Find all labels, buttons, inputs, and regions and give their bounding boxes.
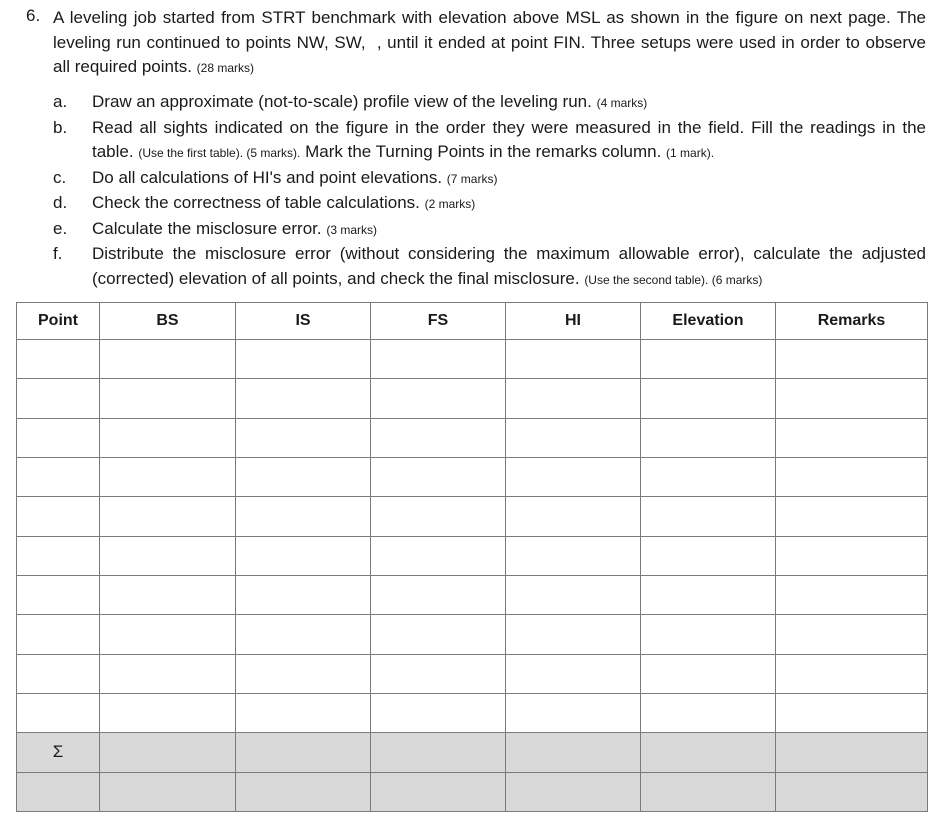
table-cell[interactable]: [236, 457, 371, 496]
table-cell[interactable]: [776, 418, 928, 457]
table-cell[interactable]: [17, 615, 100, 654]
check-cell[interactable]: [371, 772, 506, 811]
part-text: Calculate the misclosure error.: [92, 218, 322, 238]
table-cell[interactable]: [17, 340, 100, 379]
question-text: [53, 6, 926, 81]
table-row: [17, 575, 928, 614]
table-cell[interactable]: [17, 497, 100, 536]
check-cell[interactable]: [100, 772, 236, 811]
header-bs: BS: [100, 303, 236, 340]
table-cell[interactable]: [236, 340, 371, 379]
sum-cell[interactable]: [506, 733, 641, 772]
table-row: [17, 615, 928, 654]
part-marks: (7 marks): [446, 171, 498, 186]
table-cell[interactable]: [641, 497, 776, 536]
part-marks: (4 marks): [596, 96, 648, 110]
table-cell[interactable]: [371, 693, 506, 732]
table-cell[interactable]: [236, 575, 371, 614]
question-parts: [53, 90, 926, 292]
table-cell[interactable]: [371, 379, 506, 418]
part-extra-text: Mark the Turning Points in the remarks column.: [305, 142, 662, 161]
table-row: [17, 418, 928, 457]
table-cell[interactable]: [776, 379, 928, 418]
part-text: Read all sights indicated on the figure in the order they were measured in the field. Fill the readings in the table.: [92, 117, 926, 161]
table-cell[interactable]: [371, 615, 506, 654]
table-row: [17, 654, 928, 693]
part-label: d.: [53, 193, 68, 212]
table-cell[interactable]: [506, 457, 641, 496]
header-elevation: Elevation: [641, 303, 776, 340]
table-cell[interactable]: [371, 497, 506, 536]
check-cell[interactable]: [506, 772, 641, 811]
check-row: [17, 772, 928, 811]
table-cell[interactable]: [641, 379, 776, 418]
table-cell[interactable]: [371, 654, 506, 693]
table-cell[interactable]: [776, 536, 928, 575]
table-row: [17, 536, 928, 575]
table-row: [17, 497, 928, 536]
part-d: [53, 191, 926, 217]
part-marks: (Use the first table). (5 marks).: [138, 146, 301, 160]
part-marks: (3 marks): [326, 222, 377, 237]
part-label: e.: [53, 218, 68, 238]
question-number: 6.: [26, 6, 41, 25]
check-cell[interactable]: [641, 772, 776, 811]
table-cell[interactable]: [776, 497, 928, 536]
table-cell[interactable]: [641, 615, 776, 654]
table-cell[interactable]: [641, 654, 776, 693]
header-is: IS: [236, 303, 371, 340]
table-cell[interactable]: [641, 340, 776, 379]
question-marks: (28 marks): [196, 61, 254, 75]
question-body: A leveling job started from STRT benchmark with elevation above MSL as shown in the figure on next page. The leveling run continued to points NW, SW, , until it ended at point FIN. Three setups were used in order to observe all required points.: [53, 8, 926, 76]
table-cell[interactable]: [17, 693, 100, 732]
sum-cell[interactable]: [371, 733, 506, 772]
table-cell[interactable]: [641, 575, 776, 614]
table-cell[interactable]: [100, 575, 236, 614]
table-cell[interactable]: [100, 615, 236, 654]
part-label: b.: [53, 117, 68, 137]
table-row: [17, 379, 928, 418]
sum-cell[interactable]: [100, 733, 236, 772]
table-cell[interactable]: [100, 379, 236, 418]
part-a: [53, 90, 926, 116]
table-cell[interactable]: [506, 654, 641, 693]
check-cell[interactable]: [776, 772, 928, 811]
table-cell[interactable]: [506, 615, 641, 654]
part-c: [53, 166, 926, 192]
check-cell[interactable]: [17, 772, 100, 811]
table-cell[interactable]: [236, 379, 371, 418]
table-cell[interactable]: [236, 693, 371, 732]
table-cell[interactable]: [641, 418, 776, 457]
table-cell[interactable]: [776, 654, 928, 693]
table-cell[interactable]: [371, 536, 506, 575]
part-marks: (2 marks): [424, 197, 476, 211]
sum-cell[interactable]: [641, 733, 776, 772]
table-cell[interactable]: [236, 536, 371, 575]
table-cell[interactable]: [17, 457, 100, 496]
check-cell[interactable]: [236, 772, 371, 811]
sum-symbol: Σ: [17, 733, 100, 772]
sum-row: [17, 733, 928, 772]
sum-cell[interactable]: [776, 733, 928, 772]
table-cell[interactable]: [371, 575, 506, 614]
table-row: [17, 693, 928, 732]
header-fs: FS: [371, 303, 506, 340]
table-cell[interactable]: [100, 654, 236, 693]
table-cell[interactable]: [17, 654, 100, 693]
table-cell[interactable]: [100, 340, 236, 379]
part-label: c.: [53, 167, 67, 187]
table-cell[interactable]: [100, 457, 236, 496]
table-cell[interactable]: [236, 654, 371, 693]
part-label: f.: [53, 244, 63, 263]
table-row: [17, 457, 928, 496]
table-row: [17, 340, 928, 379]
table-cell[interactable]: [371, 418, 506, 457]
leveling-table: [16, 302, 928, 812]
part-label: a.: [53, 92, 68, 111]
part-text: Check the correctness of table calculations.: [92, 193, 420, 212]
header-hi: HI: [506, 303, 641, 340]
table-header-row: [17, 303, 928, 340]
table-cell[interactable]: [776, 693, 928, 732]
table-cell[interactable]: [776, 615, 928, 654]
table-cell[interactable]: [506, 536, 641, 575]
table-cell[interactable]: [371, 340, 506, 379]
table-cell[interactable]: [17, 379, 100, 418]
table-cell[interactable]: [506, 497, 641, 536]
table-cell[interactable]: [641, 693, 776, 732]
table-cell[interactable]: [236, 497, 371, 536]
part-text: Distribute the misclosure error (without considering the maximum allowable error), calculate the adjusted (corrected) elevation of all points, and check the final misclosure.: [92, 244, 926, 288]
table-cell[interactable]: [506, 379, 641, 418]
part-e: [53, 217, 926, 243]
sum-cell[interactable]: [236, 733, 371, 772]
table-cell[interactable]: [506, 418, 641, 457]
header-point: Point: [17, 303, 100, 340]
table-cell[interactable]: [100, 418, 236, 457]
table-cell[interactable]: [641, 536, 776, 575]
table-cell[interactable]: [100, 497, 236, 536]
table-cell[interactable]: [236, 418, 371, 457]
table-cell[interactable]: [506, 340, 641, 379]
table-cell[interactable]: [371, 457, 506, 496]
part-b: [53, 116, 926, 166]
table-cell[interactable]: [776, 457, 928, 496]
table-cell[interactable]: [641, 457, 776, 496]
table-cell[interactable]: [17, 536, 100, 575]
table-cell[interactable]: [17, 575, 100, 614]
table-cell[interactable]: [776, 575, 928, 614]
part-f: [53, 242, 926, 292]
table-cell[interactable]: [776, 340, 928, 379]
table-cell[interactable]: [17, 418, 100, 457]
header-remarks: Remarks: [776, 303, 928, 340]
table-cell[interactable]: [506, 575, 641, 614]
table-cell[interactable]: [100, 693, 236, 732]
table-cell[interactable]: [236, 615, 371, 654]
table-cell[interactable]: [100, 536, 236, 575]
part-text: Draw an approximate (not-to-scale) profile view of the leveling run.: [92, 92, 592, 111]
part-marks: (Use the second table). (6 marks): [584, 272, 763, 287]
part-text: Do all calculations of HI's and point elevations.: [92, 167, 443, 187]
table-cell[interactable]: [506, 693, 641, 732]
part-extra-marks: (1 mark).: [666, 146, 715, 160]
